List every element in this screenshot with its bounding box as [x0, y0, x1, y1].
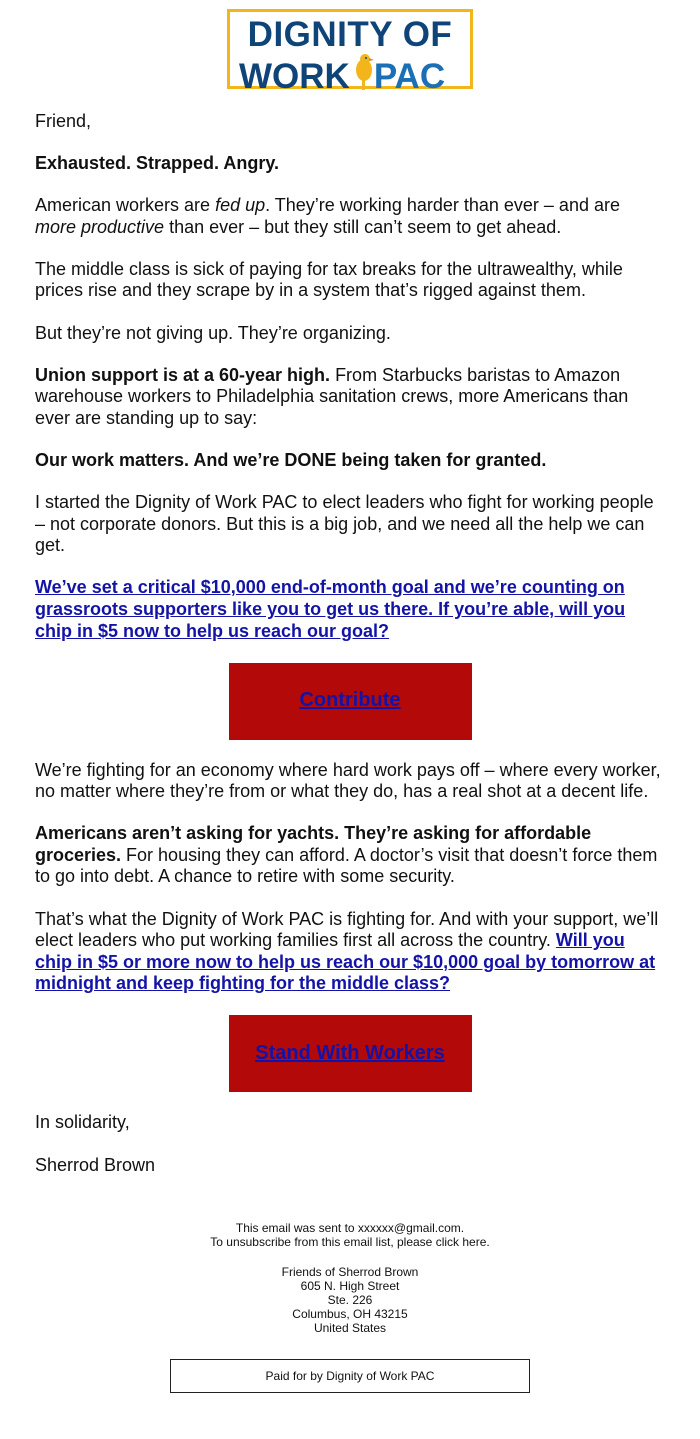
p1-a: American workers are — [35, 195, 216, 216]
address-line: Ste. 226 — [327, 1293, 373, 1308]
address-line: United States — [313, 1321, 387, 1336]
midnight-goal-link[interactable]: Will you chip in $5 or more now to help us reach our $10,000 goal by tomorrow at midnight and keep fighting for the middle class? — [35, 930, 656, 994]
paragraph-organizing: But they’re not giving up. They’re organizing. — [35, 322, 391, 343]
stand-with-workers-button[interactable]: Stand With Workers — [229, 1015, 472, 1092]
email-body — [0, 111, 700, 1176]
signature: Sherrod Brown — [35, 1154, 156, 1175]
paragraph-middle-class: The middle class is sick of paying for tax breaks for the ultrawealthy, while prices rise and they scrape by in a system that’s rigged against them. — [35, 258, 623, 301]
p1-em-productive: more productive — [35, 216, 165, 237]
unsubscribe-link[interactable]: To unsubscribe from this email list, please click here. — [210, 1235, 490, 1250]
paragraph-goal-link — [35, 577, 665, 642]
p5-bold: Our work matters. And we’re DONE being taken for granted. — [35, 449, 547, 470]
paragraph-fighting-for — [35, 909, 665, 995]
address-line: 605 N. High Street — [300, 1279, 400, 1294]
p1-em-fed-up: fed up — [215, 195, 266, 216]
p4-rest: From Starbucks baristas to Amazon warehouse workers to Philadelphia sanitation crews, more Americans than ever are standing up to say: — [35, 364, 629, 428]
p1-c: than ever – but they still can’t seem to get ahead. — [164, 216, 562, 237]
address-line: Friends of Sherrod Brown — [281, 1265, 419, 1280]
greeting: Friend, — [35, 111, 92, 131]
logo-line-1: DIGNITY OF — [247, 15, 453, 54]
contribute-button-row — [35, 663, 665, 740]
headline-text: Exhausted. Strapped. Angry. — [35, 153, 280, 174]
p1-b: . They’re working harder than ever – and are — [265, 195, 620, 216]
goal-donate-link[interactable]: We’ve set a critical $10,000 end-of-month goal and we’re counting on grassroots supporters like you to get us there. If you’re able, will you chip in $5 now to help us reach our goal? — [35, 577, 626, 641]
dignity-of-work-pac-logo[interactable] — [227, 9, 473, 96]
headline — [35, 153, 665, 175]
paid-for-disclaimer — [170, 1359, 530, 1393]
paragraph-work-matters — [35, 450, 665, 472]
footer-address — [0, 1265, 700, 1335]
logo-word-work: WORK — [239, 57, 350, 96]
paid-for-text: Paid for by Dignity of Work PAC — [265, 1369, 435, 1384]
paragraph-started-pac: I started the Dignity of Work PAC to elect leaders who fight for working people – not corporate donors. But this is a big job, and we need all the help we can get. — [35, 492, 654, 556]
p4-bold: Union support is at a 60-year high. — [35, 364, 331, 385]
stand-button-row — [35, 1015, 665, 1092]
email-footer — [0, 1221, 700, 1393]
contribute-button[interactable]: Contribute — [229, 663, 472, 740]
paragraph-economy: We’re fighting for an economy where hard work pays off – where every worker, no matter where they’re from or what they do, has a real shot at a decent life. — [35, 759, 661, 802]
logo-word-pac: PAC — [373, 57, 446, 96]
logo-container — [0, 0, 700, 96]
signoff: In solidarity, — [35, 1112, 130, 1133]
p8-bold: Americans aren’t asking for yachts. They’re asking for affordable groceries. — [35, 823, 592, 865]
address-line: Columbus, OH 43215 — [292, 1307, 408, 1322]
p8-rest: For housing they can afford. A doctor’s visit that doesn’t force them to go into debt. A chance to retire with some security. — [35, 844, 658, 887]
paragraph-yachts — [35, 823, 665, 888]
footer-notice — [0, 1221, 700, 1249]
p9-text: That’s what the Dignity of Work PAC is fighting for. And with your support, we’ll elect leaders who put working families first all across the country. — [35, 908, 659, 951]
sent-to-line: This email was sent to xxxxxx@gmail.com. — [235, 1221, 465, 1236]
canary-bird-icon — [352, 52, 374, 100]
logo-line-2 — [239, 52, 470, 100]
paragraph-fed-up — [35, 195, 665, 238]
paragraph-union-support — [35, 365, 665, 430]
